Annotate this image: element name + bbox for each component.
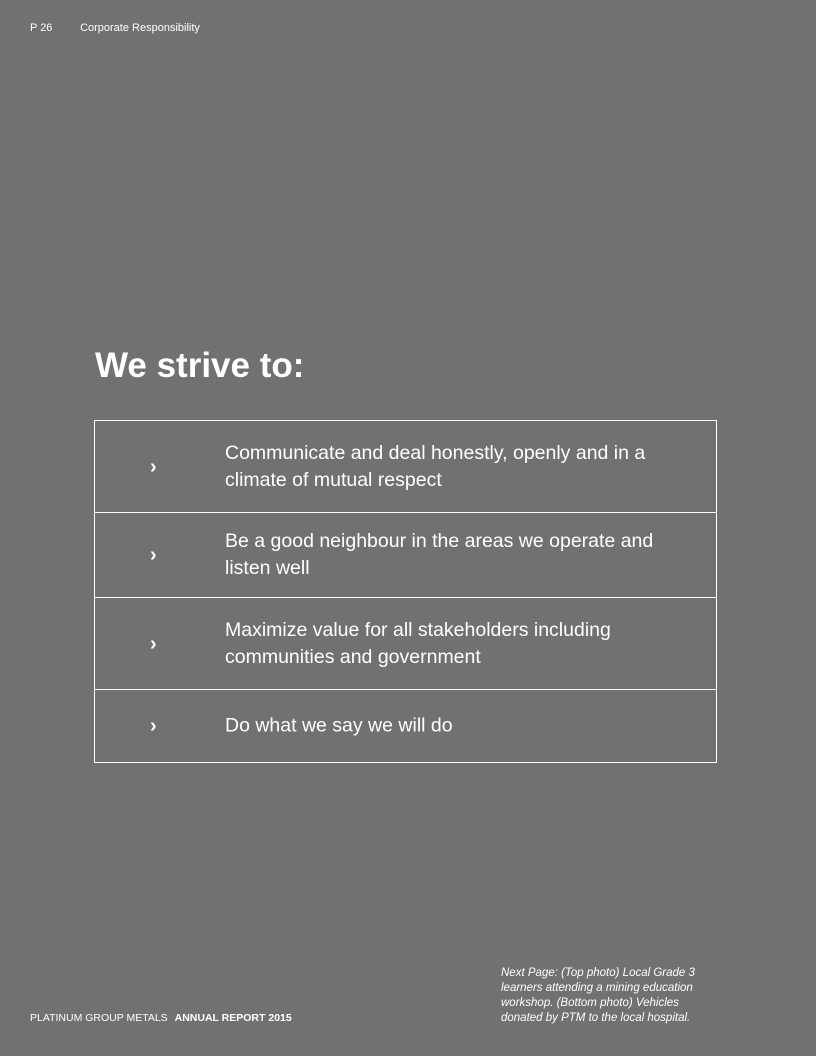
list-item — [95, 421, 716, 513]
chevron-right-icon: › — [150, 544, 157, 566]
list-item — [95, 513, 716, 598]
page-footer — [30, 1012, 292, 1024]
list-item-text: Communicate and deal honestly, openly and in a climate of mutual respect — [225, 441, 646, 491]
list-item-text: Do what we say we will do — [225, 714, 453, 737]
company-name: PLATINUM GROUP METALS — [30, 1012, 168, 1024]
list-item-text: Maximize value for all stakeholders including communities and government — [225, 618, 611, 668]
photo-caption: Next Page: (Top photo) Local Grade 3 learners attending a mining education workshop. (Bottom photo) Vehicles donated by PTM to the local hospital. — [501, 967, 695, 1024]
report-title: ANNUAL REPORT 2015 — [174, 1012, 292, 1024]
values-list — [94, 420, 717, 763]
list-item — [95, 690, 716, 762]
list-item — [95, 598, 716, 690]
chevron-right-icon: › — [150, 715, 157, 737]
list-item-text: Be a good neighbour in the areas we operate and listen well — [225, 530, 654, 579]
chevron-right-icon: › — [150, 455, 157, 478]
page-header — [30, 22, 200, 34]
page-number: P 26 — [30, 22, 53, 34]
page-title: We strive to: — [95, 346, 305, 385]
chevron-right-icon: › — [150, 632, 157, 655]
section-title: Corporate Responsibility — [80, 22, 200, 34]
